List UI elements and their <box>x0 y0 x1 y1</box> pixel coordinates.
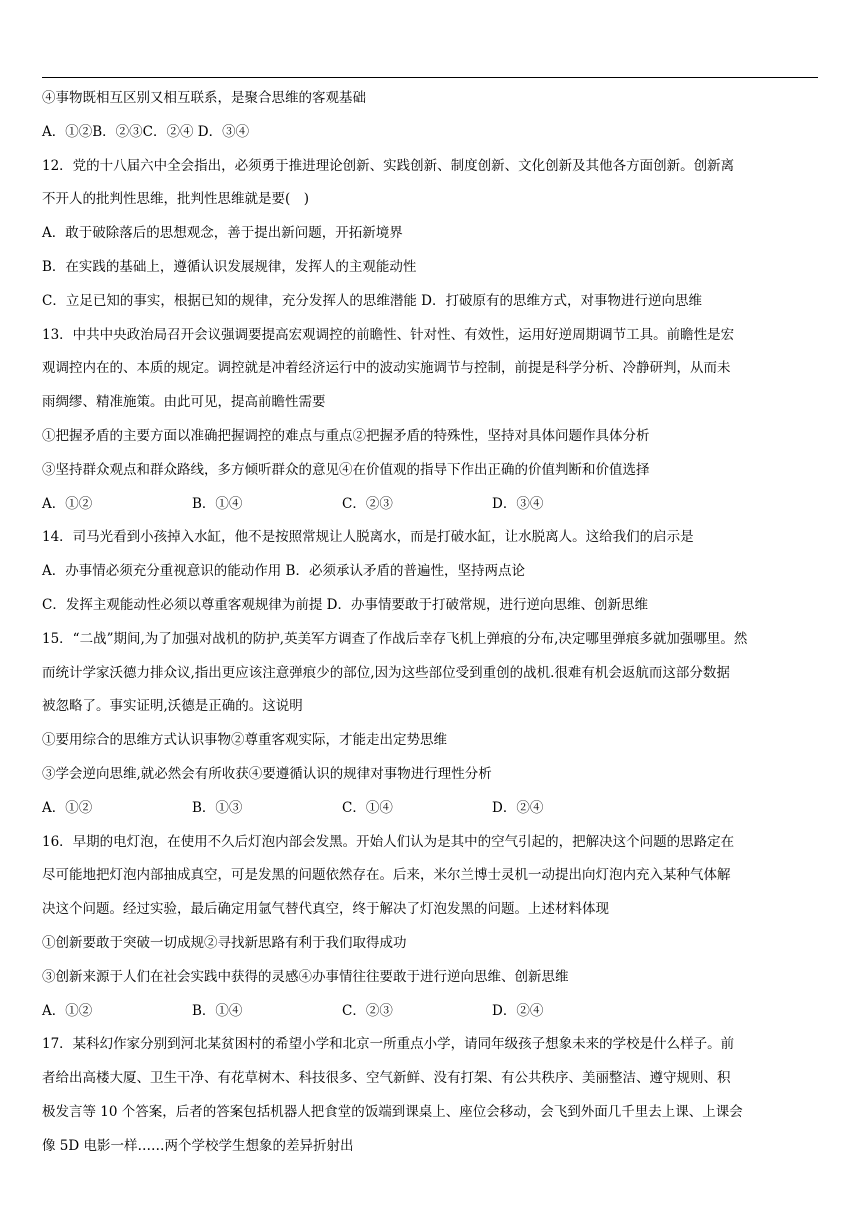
answer-option: A．①② <box>42 1002 93 1019</box>
text-line: 尽可能地把灯泡内部抽成真空，可是发黑的问题依然存在。后来，米尔兰博士灵机一动提出向灯泡内充入某种气体解 <box>42 867 731 884</box>
answer-option: B．①④ <box>192 495 243 512</box>
answer-option: A．①② <box>42 495 93 512</box>
text-line: ①创新要敢于突破一切成规②寻找新思路有利于我们取得成功 <box>42 934 407 951</box>
answer-options-row <box>42 488 822 522</box>
text-line: 者给出高楼大厦、卫生干净、有花草树木、科技很多、空气新鲜、没有打架、有公共秩序、美丽整洁、遵守规则、积 <box>42 1070 731 1087</box>
text-line: 被忽略了。事实证明,沃德是正确的。这说明 <box>42 698 303 715</box>
text-line: 15．“二战”期间,为了加强对战机的防护,英美军方调查了作战后幸存飞机上弹痕的分布,决定哪里弹痕多就加强哪里。然 <box>42 630 748 647</box>
text-line: ④事物既相互区别又相互联系，是聚合思维的客观基础 <box>42 90 366 106</box>
text-line: 决这个问题。经过实验，最后确定用氩气替代真空，终于解决了灯泡发黑的问题。上述材料体现 <box>42 901 609 918</box>
answer-option: C．①④ <box>342 799 393 816</box>
text-line: ③创新来源于人们在社会实践中获得的灵感④办事情往往要敢于进行逆向思维、创新思维 <box>42 968 569 985</box>
text-line: 16．早期的电灯泡，在使用不久后灯泡内部会发黑。开始人们认为是其中的空气引起的，把解决这个问题的思路定在 <box>42 833 735 850</box>
text-line: ①要用综合的思维方式认识事物②尊重客观实际，才能走出定势思维 <box>42 732 447 749</box>
text-line: C．发挥主观能动性必须以尊重客观规律为前提 D．办事情要敢于打破常规，进行逆向思维、创新思维 <box>42 596 648 613</box>
text-line: A．办事情必须充分重视意识的能动作用 B．必须承认矛盾的普遍性，坚持两点论 <box>42 563 525 580</box>
text-line: 14．司马光看到小孩掉入水缸，他不是按照常规让人脱离水，而是打破水缸，让水脱离人。这给我们的启示是 <box>42 529 694 546</box>
text-line: 13．中共中央政治局召开会议强调要提高宏观调控的前瞻性、针对性、有效性，运用好逆周期调节工具。前瞻性是宏 <box>42 326 735 343</box>
text-line: A．敢于破除落后的思想观念，善于提出新问题，开拓新境界 <box>42 225 403 242</box>
text-line: ③学会逆向思维,就必然会有所收获④要遵循认识的规律对事物进行理性分析 <box>42 765 492 782</box>
text-line: 极发言等 10 个答案，后者的答案包括机器人把食堂的饭端到课桌上、座位会移动，会飞到外面几千里去上课、上课会 <box>42 1103 743 1120</box>
text-line: 像 5D 电影一样……两个学校学生想象的差异折射出 <box>42 1137 354 1154</box>
answer-option: D．②④ <box>492 799 544 816</box>
header-rule <box>42 77 818 78</box>
text-line: 17．某科幻作家分别到河北某贫困村的希望小学和北京一所重点小学，请同年级孩子想象未来的学校是什么样子。前 <box>42 1036 735 1053</box>
answer-option: A．①② <box>42 799 93 816</box>
text-line: 观调控内在的、本质的规定。调控就是冲着经济运行中的波动实施调节与控制，前提是科学分析、冷静研判，从而未 <box>42 360 731 377</box>
answer-options-row <box>42 995 822 1029</box>
question-content <box>42 82 822 1164</box>
answer-option: B．①③ <box>192 799 243 816</box>
text-line: 雨绸缪、精准施策。由此可见，提高前瞻性需要 <box>42 394 326 411</box>
text-line: ③坚持群众观点和群众路线，多方倾听群众的意见④在价值观的指导下作出正确的价值判断和价值选择 <box>42 461 650 478</box>
answer-option: C．②③ <box>342 1002 393 1019</box>
answer-options-row <box>42 792 822 826</box>
text-line: C．立足已知的事实，根据已知的规律，充分发挥人的思维潜能 D．打破原有的思维方式，对事物进行逆向思维 <box>42 292 702 309</box>
answer-option: D．③④ <box>492 495 544 512</box>
text-line: A．①②B．②③C．②④ D．③④ <box>42 123 250 140</box>
text-line: 而统计学家沃德力排众议,指出更应该注意弹痕少的部位,因为这些部位受到重创的战机.很难有机会返航而这部分数据 <box>42 664 730 681</box>
text-line: B．在实践的基础上，遵循认识发展规律，发挥人的主观能动性 <box>42 258 417 275</box>
answer-option: C．②③ <box>342 495 393 512</box>
text-line: ①把握矛盾的主要方面以准确把握调控的难点与重点②把握矛盾的特殊性，坚持对具体问题作具体分析 <box>42 427 650 444</box>
answer-option: B．①④ <box>192 1002 243 1019</box>
answer-option: D．②④ <box>492 1002 544 1019</box>
text-line: 12．党的十八届六中全会指出，必须勇于推进理论创新、实践创新、制度创新、文化创新及其他各方面创新。创新离 <box>42 157 735 174</box>
text-line: 不开人的批判性思维，批判性思维就是要( ) <box>42 191 310 208</box>
